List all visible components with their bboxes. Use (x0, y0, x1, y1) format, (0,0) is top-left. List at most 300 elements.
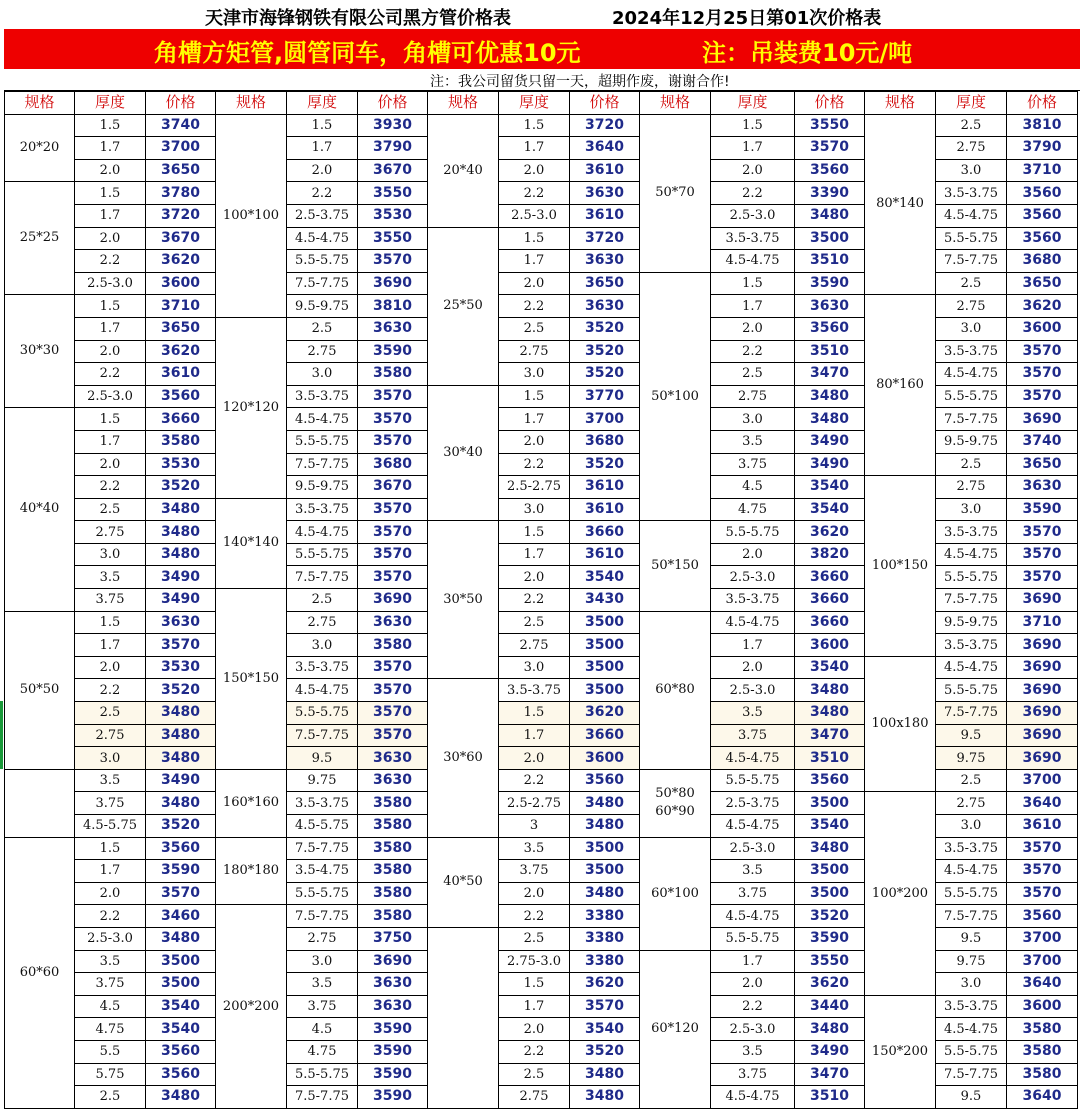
thickness-cell: 4.5-4.75 (287, 408, 358, 431)
price-cell: 3600 (795, 634, 865, 657)
thickness-cell: 2.5 (499, 611, 570, 634)
price-cell: 3580 (358, 837, 428, 860)
price-cell: 3550 (795, 950, 865, 973)
thickness-cell: 7.5-7.75 (936, 905, 1007, 928)
price-cell: 3520 (570, 1040, 640, 1063)
thickness-cell: 2.5-2.75 (499, 792, 570, 815)
thickness-cell: 2.75 (499, 1086, 570, 1109)
thickness-cell: 3.5 (287, 973, 358, 996)
price-cell: 3650 (1007, 453, 1078, 476)
price-cell: 3570 (1007, 385, 1078, 408)
thickness-cell: 1.5 (711, 114, 795, 137)
thickness-cell: 2.0 (499, 882, 570, 905)
price-cell: 3540 (795, 498, 865, 521)
thickness-cell: 2.0 (75, 159, 146, 182)
thickness-cell: 2.0 (711, 317, 795, 340)
thickness-cell: 2.5-3.0 (711, 679, 795, 702)
thickness-cell: 9.5 (287, 747, 358, 770)
thickness-cell: 2.5 (75, 498, 146, 521)
thickness-cell: 2.75 (499, 634, 570, 657)
thickness-cell: 3.5-3.75 (936, 340, 1007, 363)
price-cell: 3570 (1007, 340, 1078, 363)
price-cell: 3630 (570, 250, 640, 273)
price-cell: 3540 (146, 995, 216, 1018)
price-cell: 3490 (146, 769, 216, 792)
price-cell: 3520 (146, 476, 216, 499)
thickness-cell: 2.75 (499, 340, 570, 363)
thickness-cell: 2.5 (499, 317, 570, 340)
price-cell: 3510 (795, 1086, 865, 1109)
thickness-cell: 4.5-4.75 (287, 679, 358, 702)
column-header: 厚度 (75, 92, 146, 115)
price-cell: 3480 (795, 702, 865, 725)
thickness-cell: 1.5 (499, 114, 570, 137)
thickness-cell: 2.0 (499, 747, 570, 770)
price-cell: 3480 (795, 679, 865, 702)
thickness-cell: 4.5-4.75 (711, 1086, 795, 1109)
price-cell: 3560 (1007, 905, 1078, 928)
thickness-cell: 2.2 (711, 340, 795, 363)
price-cell: 3570 (358, 498, 428, 521)
thickness-cell: 3.0 (936, 159, 1007, 182)
price-cell: 3580 (358, 634, 428, 657)
column-header: 规格 (428, 92, 499, 115)
thickness-cell: 9.5-9.75 (287, 295, 358, 318)
price-cell: 3690 (1007, 679, 1078, 702)
thickness-cell: 2.2 (75, 679, 146, 702)
price-cell: 3570 (358, 385, 428, 408)
thickness-cell: 5.75 (75, 1063, 146, 1086)
spec-cell: 60*120 (640, 950, 711, 1108)
thickness-cell: 5.5-5.75 (287, 430, 358, 453)
price-cell: 3780 (146, 182, 216, 205)
thickness-cell: 7.5-7.75 (287, 724, 358, 747)
price-cell: 3630 (570, 295, 640, 318)
thickness-cell: 5.5-5.75 (936, 679, 1007, 702)
thickness-cell: 2.0 (711, 543, 795, 566)
thickness-cell: 1.5 (75, 295, 146, 318)
price-cell: 3710 (1007, 159, 1078, 182)
thickness-cell: 3.5-3.75 (287, 498, 358, 521)
price-cell: 3690 (358, 589, 428, 612)
spec-cell: 40*50 (428, 837, 499, 927)
thickness-cell: 3.75 (75, 973, 146, 996)
price-cell: 3710 (146, 295, 216, 318)
thickness-cell: 3.75 (711, 1063, 795, 1086)
thickness-cell: 3.0 (287, 950, 358, 973)
price-cell: 3700 (1007, 927, 1078, 950)
price-cell: 3470 (795, 1063, 865, 1086)
column-header: 规格 (5, 92, 75, 115)
spec-cell: 100*100 (216, 114, 287, 317)
spec-cell: 150*150 (216, 589, 287, 770)
thickness-cell: 2.0 (711, 656, 795, 679)
price-cell: 3690 (358, 950, 428, 973)
thickness-cell: 4.5-4.75 (936, 363, 1007, 386)
thickness-cell: 4.5-4.75 (711, 747, 795, 770)
thickness-cell: 3.75 (711, 453, 795, 476)
table-row (5, 792, 1078, 815)
thickness-cell: 2.5-3.0 (499, 204, 570, 227)
thickness-cell: 2.75 (287, 340, 358, 363)
spec-cell: 80*140 (865, 114, 936, 295)
thickness-cell: 5.5-5.75 (936, 1040, 1007, 1063)
thickness-cell: 1.7 (711, 634, 795, 657)
thickness-cell: 3.5-3.75 (936, 521, 1007, 544)
price-cell: 3630 (146, 611, 216, 634)
price-cell: 3580 (358, 792, 428, 815)
column-header: 价格 (795, 92, 865, 115)
price-cell: 3570 (358, 702, 428, 725)
thickness-cell: 2.0 (499, 159, 570, 182)
price-cell: 3560 (795, 317, 865, 340)
price-cell: 3680 (358, 453, 428, 476)
thickness-cell: 3.0 (499, 656, 570, 679)
thickness-cell: 1.7 (711, 137, 795, 160)
price-cell: 3810 (1007, 114, 1078, 137)
price-cell: 3590 (358, 1018, 428, 1041)
thickness-cell: 7.5-7.75 (287, 1086, 358, 1109)
thickness-cell: 5.5 (75, 1040, 146, 1063)
price-cell: 3640 (1007, 973, 1078, 996)
price-cell: 3480 (146, 747, 216, 770)
thickness-cell: 2.2 (499, 589, 570, 612)
thickness-cell: 5.5-5.75 (936, 227, 1007, 250)
thickness-cell: 1.7 (75, 860, 146, 883)
thickness-cell: 1.7 (711, 295, 795, 318)
thickness-cell: 2.0 (499, 430, 570, 453)
price-cell: 3570 (1007, 882, 1078, 905)
price-cell: 3660 (795, 566, 865, 589)
thickness-cell: 3.75 (287, 995, 358, 1018)
thickness-cell: 3.0 (936, 498, 1007, 521)
thickness-cell: 3.5-3.75 (287, 656, 358, 679)
thickness-cell: 3.5-3.75 (936, 837, 1007, 860)
thickness-cell: 5.5-5.75 (287, 543, 358, 566)
thickness-cell: 2.0 (499, 272, 570, 295)
price-cell: 3440 (795, 995, 865, 1018)
price-cell: 3570 (358, 566, 428, 589)
price-cell: 3630 (358, 973, 428, 996)
thickness-cell: 4.5-5.75 (75, 815, 146, 838)
price-cell: 3480 (570, 882, 640, 905)
price-cell: 3490 (795, 430, 865, 453)
price-cell: 3590 (795, 272, 865, 295)
thickness-cell: 4.75 (711, 498, 795, 521)
price-cell: 3520 (795, 905, 865, 928)
price-cell: 3580 (1007, 1040, 1078, 1063)
thickness-cell: 2.5-3.0 (711, 204, 795, 227)
spec-cell: 60*100 (640, 837, 711, 950)
thickness-cell: 1.7 (75, 137, 146, 160)
price-cell: 3490 (146, 566, 216, 589)
thickness-cell: 2.5-3.75 (711, 792, 795, 815)
price-cell: 3610 (146, 363, 216, 386)
thickness-cell: 9.5-9.75 (936, 611, 1007, 634)
price-cell: 3570 (358, 521, 428, 544)
price-cell: 3670 (358, 159, 428, 182)
price-cell: 3740 (1007, 430, 1078, 453)
thickness-cell: 4.5-4.75 (287, 521, 358, 544)
thickness-cell: 3.5 (711, 702, 795, 725)
thickness-cell: 3.0 (287, 363, 358, 386)
thickness-cell: 2.5-3.0 (711, 837, 795, 860)
spec-cell: 50*100 (640, 272, 711, 521)
price-cell: 3540 (570, 1018, 640, 1041)
spec-cell: 20*20 (5, 114, 75, 182)
thickness-cell: 3.5-3.75 (711, 227, 795, 250)
thickness-cell: 2.5-3.0 (75, 272, 146, 295)
price-cell: 3500 (795, 792, 865, 815)
price-cell: 3660 (146, 408, 216, 431)
thickness-cell: 3.0 (711, 408, 795, 431)
column-header: 规格 (216, 92, 287, 115)
banner-right-text: 注：吊装费10元/吨 (702, 39, 913, 67)
thickness-cell: 2.2 (75, 250, 146, 273)
thickness-cell: 3.75 (75, 792, 146, 815)
price-cell: 3700 (1007, 769, 1078, 792)
thickness-cell: 5.5-5.75 (936, 882, 1007, 905)
spec-cell: 40*40 (5, 408, 75, 611)
price-cell: 3480 (795, 837, 865, 860)
row-marker (0, 701, 3, 769)
thickness-cell: 3.0 (75, 747, 146, 770)
price-cell: 3590 (358, 340, 428, 363)
thickness-cell: 2.5-2.75 (499, 476, 570, 499)
price-cell: 3480 (146, 1086, 216, 1109)
thickness-cell: 2.5-3.0 (75, 385, 146, 408)
thickness-cell: 4.5-4.75 (711, 250, 795, 273)
thickness-cell: 3.0 (499, 498, 570, 521)
spec-cell: 100*200 (865, 792, 936, 995)
thickness-cell: 1.7 (75, 317, 146, 340)
spec-cell: 80*160 (865, 295, 936, 476)
thickness-cell: 2.0 (75, 656, 146, 679)
price-cell: 3480 (795, 385, 865, 408)
price-cell: 3610 (570, 204, 640, 227)
price-cell: 3610 (1007, 815, 1078, 838)
thickness-cell: 3.75 (711, 882, 795, 905)
thickness-cell: 3.5-3.75 (711, 589, 795, 612)
price-cell: 3580 (358, 860, 428, 883)
spec-cell: 180*180 (216, 837, 287, 905)
price-cell: 3580 (146, 430, 216, 453)
price-cell: 3570 (358, 679, 428, 702)
price-cell: 3720 (570, 227, 640, 250)
spec-cell: 50*150 (640, 521, 711, 611)
price-cell: 3600 (570, 747, 640, 770)
price-cell: 3580 (358, 882, 428, 905)
price-cell: 3520 (146, 679, 216, 702)
thickness-cell: 3.0 (936, 815, 1007, 838)
price-cell: 3630 (358, 611, 428, 634)
thickness-cell: 3.5-3.75 (287, 792, 358, 815)
price-cell: 3630 (358, 317, 428, 340)
price-cell: 3620 (795, 521, 865, 544)
price-cell: 3720 (570, 114, 640, 137)
spec-cell: 160*160 (216, 769, 287, 837)
table-row (5, 656, 1078, 679)
thickness-cell: 2.0 (711, 159, 795, 182)
price-cell: 3650 (1007, 272, 1078, 295)
price-cell: 3790 (358, 137, 428, 160)
price-cell: 3560 (146, 837, 216, 860)
price-cell: 3570 (358, 724, 428, 747)
price-cell: 3610 (570, 543, 640, 566)
thickness-cell: 3.5 (75, 950, 146, 973)
thickness-cell: 9.75 (936, 747, 1007, 770)
thickness-cell: 4.5-5.75 (287, 815, 358, 838)
thickness-cell: 2.5-3.0 (75, 927, 146, 950)
table-row (5, 295, 1078, 318)
price-cell: 3620 (570, 702, 640, 725)
price-cell: 3700 (570, 408, 640, 431)
column-header: 厚度 (711, 92, 795, 115)
thickness-cell: 1.5 (75, 182, 146, 205)
thickness-cell: 2.75 (287, 611, 358, 634)
thickness-cell: 4.5-4.75 (936, 656, 1007, 679)
thickness-cell: 2.2 (499, 1040, 570, 1063)
price-cell: 3380 (570, 905, 640, 928)
price-cell: 3680 (1007, 250, 1078, 273)
thickness-cell: 9.5 (936, 1086, 1007, 1109)
thickness-cell: 2.5-3.75 (287, 204, 358, 227)
thickness-cell: 1.7 (499, 724, 570, 747)
thickness-cell: 2.75 (75, 521, 146, 544)
thickness-cell: 2.5 (75, 1086, 146, 1109)
price-cell: 3630 (358, 995, 428, 1018)
thickness-cell: 7.5-7.75 (936, 408, 1007, 431)
price-cell: 3580 (358, 363, 428, 386)
price-cell: 3570 (1007, 566, 1078, 589)
spec-cell: 140*140 (216, 498, 287, 588)
thickness-cell: 1.5 (75, 837, 146, 860)
notice-text: 注：我公司留货只留一天，超期作废，谢谢合作! (430, 74, 730, 90)
price-cell: 3670 (358, 476, 428, 499)
spec-cell (5, 769, 75, 837)
price-cell: 3480 (570, 1086, 640, 1109)
price-cell: 3540 (795, 815, 865, 838)
thickness-cell: 7.5-7.75 (936, 250, 1007, 273)
thickness-cell: 2.2 (499, 453, 570, 476)
price-cell: 3560 (795, 769, 865, 792)
spec-cell: 50*50 (5, 611, 75, 769)
thickness-cell: 3.0 (499, 363, 570, 386)
price-cell: 3570 (358, 656, 428, 679)
price-cell: 3690 (358, 272, 428, 295)
price-cell: 3570 (1007, 521, 1078, 544)
thickness-cell: 3.5-3.75 (287, 385, 358, 408)
price-cell: 3520 (146, 815, 216, 838)
price-cell: 3740 (146, 114, 216, 137)
thickness-cell: 2.75 (287, 927, 358, 950)
price-cell: 3520 (570, 453, 640, 476)
price-cell: 3590 (358, 1086, 428, 1109)
thickness-cell: 3.5-3.75 (936, 634, 1007, 657)
price-cell: 3660 (570, 521, 640, 544)
price-cell: 3510 (795, 340, 865, 363)
thickness-cell: 4.5 (711, 476, 795, 499)
price-cell: 3520 (570, 340, 640, 363)
thickness-cell: 3.5 (711, 1040, 795, 1063)
thickness-cell: 9.5-9.75 (287, 476, 358, 499)
price-cell: 3500 (570, 837, 640, 860)
spec-cell: 120*120 (216, 317, 287, 498)
price-cell: 3550 (358, 182, 428, 205)
price-cell: 3510 (795, 250, 865, 273)
thickness-cell: 9.5-9.75 (936, 430, 1007, 453)
price-cell: 3560 (795, 159, 865, 182)
column-header: 价格 (146, 92, 216, 115)
thickness-cell: 2.5 (287, 589, 358, 612)
price-cell: 3500 (795, 227, 865, 250)
price-cell: 3500 (570, 679, 640, 702)
price-cell: 3590 (146, 860, 216, 883)
thickness-cell: 7.5-7.75 (936, 589, 1007, 612)
thickness-cell: 3.5 (711, 860, 795, 883)
thickness-cell: 2.2 (75, 476, 146, 499)
price-cell: 3570 (1007, 543, 1078, 566)
price-cell: 3540 (570, 566, 640, 589)
thickness-cell: 3.5-3.75 (499, 679, 570, 702)
spec-cell (428, 927, 499, 1108)
thickness-cell: 2.2 (711, 182, 795, 205)
price-cell: 3560 (1007, 204, 1078, 227)
thickness-cell: 2.75-3.0 (499, 950, 570, 973)
price-cell: 3480 (570, 792, 640, 815)
thickness-cell: 1.5 (287, 114, 358, 137)
price-cell: 3620 (146, 250, 216, 273)
thickness-cell: 5.5-5.75 (711, 521, 795, 544)
thickness-cell: 3.75 (711, 724, 795, 747)
price-cell: 3630 (1007, 476, 1078, 499)
price-cell: 3650 (146, 317, 216, 340)
price-cell: 3520 (570, 317, 640, 340)
thickness-cell: 1.7 (75, 204, 146, 227)
price-cell: 3670 (146, 227, 216, 250)
price-cell: 3790 (1007, 137, 1078, 160)
thickness-cell: 1.5 (75, 114, 146, 137)
price-cell: 3560 (1007, 182, 1078, 205)
price-cell: 3480 (146, 792, 216, 815)
column-header: 规格 (865, 92, 936, 115)
spec-cell: 30*30 (5, 295, 75, 408)
column-header: 厚度 (499, 92, 570, 115)
thickness-cell: 7.5-7.75 (287, 453, 358, 476)
price-cell: 3680 (570, 430, 640, 453)
spec-cell: 100x180 (865, 656, 936, 792)
thickness-cell: 4.5-4.75 (936, 860, 1007, 883)
thickness-cell: 2.5 (287, 317, 358, 340)
thickness-cell: 2.5 (936, 272, 1007, 295)
price-cell: 3690 (1007, 656, 1078, 679)
thickness-cell: 7.5-7.75 (287, 837, 358, 860)
thickness-cell: 7.5-7.75 (287, 905, 358, 928)
price-cell: 3570 (358, 543, 428, 566)
price-cell: 3570 (795, 137, 865, 160)
thickness-cell: 2.5 (75, 702, 146, 725)
price-cell: 3470 (795, 363, 865, 386)
price-cell: 3620 (146, 340, 216, 363)
thickness-cell: 2.2 (75, 905, 146, 928)
thickness-cell: 3 (499, 815, 570, 838)
price-cell: 3660 (795, 611, 865, 634)
thickness-cell: 4.5-4.75 (711, 611, 795, 634)
price-cell: 3930 (358, 114, 428, 137)
price-cell: 3650 (146, 159, 216, 182)
price-cell: 3640 (1007, 1086, 1078, 1109)
price-cell: 3620 (1007, 295, 1078, 318)
